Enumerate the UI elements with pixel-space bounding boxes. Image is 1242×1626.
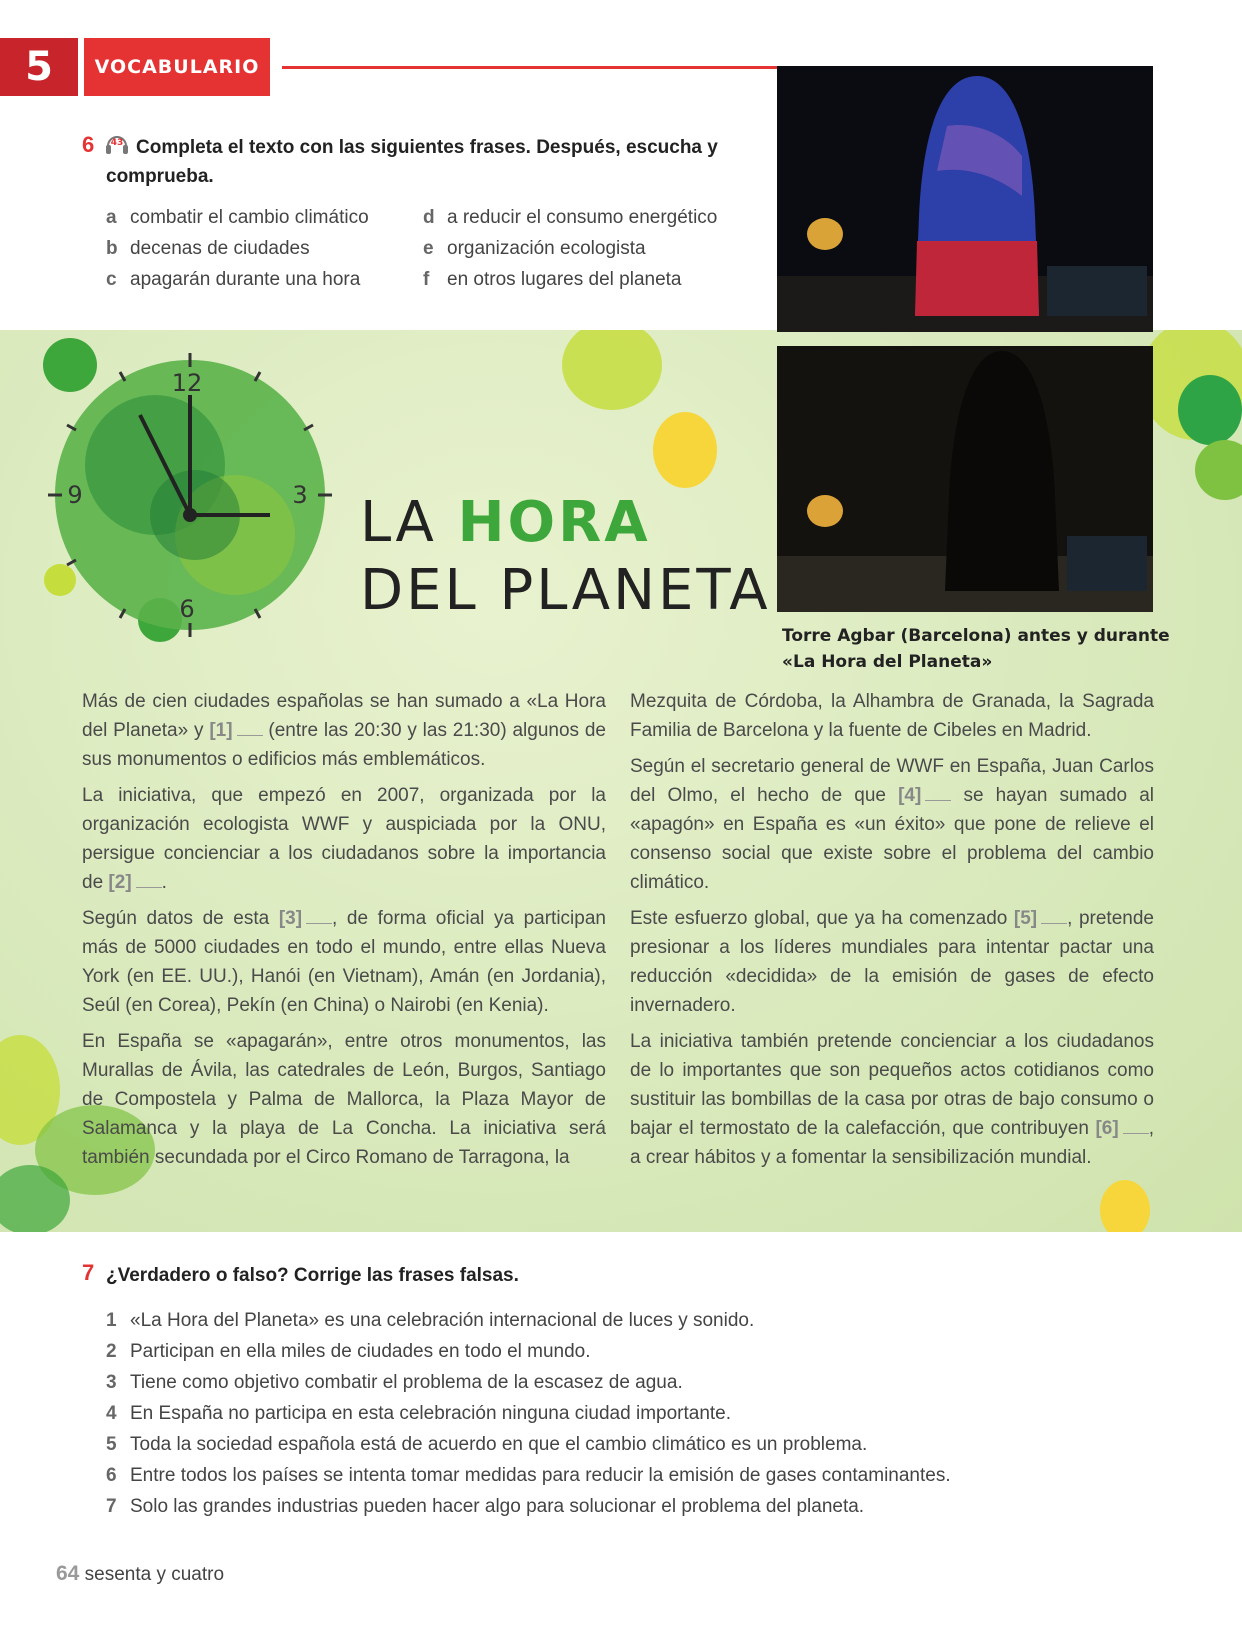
gap-6: [6] — [1095, 1118, 1119, 1139]
statement-2: 2 Participan en ella miles de ciudades en todo el mundo. — [106, 1341, 591, 1362]
statement-5: 5 Toda la sociedad española está de acuerdo en que el cambio climático es un problema. — [106, 1434, 868, 1455]
statement-1: 1 «La Hora del Planeta» es una celebración internacional de luces y sonido. — [106, 1310, 755, 1331]
exercise-7-instruction: ¿Verdadero o falso? Corrige las frases falsas. — [106, 1265, 519, 1286]
statement-4: 4 En España no participa en esta celebración ninguna ciudad importante. — [106, 1403, 732, 1424]
gap-5: [5] — [1013, 908, 1038, 929]
option-b: b decenas de ciudades — [106, 238, 310, 259]
option-c: c apagarán durante una hora — [106, 269, 361, 290]
gap-2: [2] — [108, 872, 132, 893]
title-highlight: HORA — [457, 490, 651, 555]
blank-4 — [925, 790, 951, 801]
article-paragraph: Según datos de esta [3] , de forma oficial ya participan más de 5000 ciudades en todo el mundo, entre ellas Nueva York (en EE. UU.), Hanói (en Vietnam), Amán (en Jordania), Seúl (en Corea), Pekín (en China) o Nairobi (en Kenia). — [82, 908, 606, 1016]
page-number-words: sesenta y cuatro — [84, 1564, 225, 1585]
blank-6 — [1123, 1123, 1149, 1134]
option-a: a combatir el cambio climático — [106, 207, 369, 228]
clock-numeral-6: 6 — [179, 595, 195, 623]
article-paragraph: Mezquita de Córdoba, la Alhambra de Granada, la Sagrada Familia de Barcelona y la fuente de Cibeles en Madrid. — [630, 691, 1154, 741]
article-paragraph: En España se «apagarán», entre otros monumentos, las Murallas de Ávila, las catedrales de León, Burgos, Santiago de Compostela y Palma de Mallorca, la Plaza Mayor de Salamanca y la playa de La Concha. La iniciativa será también secundada por el Circo Romano de Tarragona, la — [82, 1031, 606, 1168]
blank-3 — [306, 913, 332, 924]
statement-6: 6 Entre todos los países se intenta tomar medidas para reducir la emisión de gases contaminantes. — [106, 1465, 951, 1486]
article-column-1 — [82, 687, 606, 1179]
gap-3: [3] — [278, 908, 303, 929]
article-paragraph: Más de cien ciudades españolas se han sumado a «La Hora del Planeta» y [1] (entre las 20:30 y las 21:30) algunos de sus monumentos o edificios más emblemáticos. — [82, 691, 606, 770]
blank-1 — [237, 725, 263, 736]
option-d: d a reducir el consumo energético — [423, 207, 718, 228]
article-paragraph: La iniciativa también pretende concienciar a los ciudadanos de lo importantes que son pequeños actos cotidianos como sustituir las bombillas de la casa por otras de bajo consumo o bajar el termostato de la calefacción, que contribuyen [6] , a crear hábitos y a fomentar la sensibilización mundial. — [630, 1031, 1154, 1168]
photo-torre-agbar-lit — [777, 66, 1153, 332]
blank-2 — [136, 877, 162, 888]
audio-track-number: 43 — [110, 138, 124, 148]
section-title: VOCABULARIO — [94, 56, 260, 78]
statement-3: 3 Tiene como objetivo combatir el problema de la escasez de agua. — [106, 1372, 683, 1393]
clock-numeral-3: 3 — [292, 481, 308, 509]
exercise-7-number: 7 — [82, 1260, 95, 1285]
article-paragraph: Este esfuerzo global, que ya ha comenzado [5] , pretende presionar a los líderes mundiales para intentar pactar una reducción «decidida» de la emisión de gases de efecto invernadero. — [630, 908, 1154, 1016]
gap-1: [1] — [209, 720, 233, 741]
clock-numeral-9: 9 — [67, 481, 83, 509]
article-column-2 — [630, 687, 1154, 1179]
exercise-6-instruction: Completa el texto con las siguientes frases. Después, escucha y comprueba. — [106, 137, 718, 187]
unit-number: 5 — [25, 44, 53, 90]
option-f: f en otros lugares del planeta — [423, 269, 682, 290]
header-divider — [282, 66, 782, 69]
page-footer — [56, 1562, 224, 1586]
option-e: e organización ecologista — [423, 238, 646, 259]
statement-7: 7 Solo las grandes industrias pueden hacer algo para solucionar el problema del planeta. — [106, 1496, 865, 1517]
photo-caption: Torre Agbar (Barcelona) antes y durante «La Hora del Planeta» — [782, 626, 1170, 672]
gap-4: [4] — [898, 785, 922, 806]
exercise-6-number: 6 — [82, 132, 95, 157]
clock-numeral-12: 12 — [171, 369, 203, 397]
article-paragraph: Según el secretario general de WWF en España, Juan Carlos del Olmo, el hecho de que [4] se hayan sumado al «apagón» en España es «un éxito» que pone de relieve el consenso social que existe sobre el problema del cambio climático. — [630, 756, 1154, 893]
page-number: 64 — [56, 1562, 80, 1585]
globe-clock-illustration — [45, 345, 345, 645]
article-title-line2: DEL PLANETA — [360, 558, 771, 623]
article-title-line1: LA HORA — [360, 490, 651, 555]
blank-5 — [1041, 913, 1067, 924]
photo-torre-agbar-dark — [777, 346, 1153, 612]
article-paragraph: La iniciativa, que empezó en 2007, organizada por la organización ecologista WWF y auspiciada por la ONU, persigue concienciar a los ciudadanos sobre la importancia de [2] . — [82, 785, 606, 893]
